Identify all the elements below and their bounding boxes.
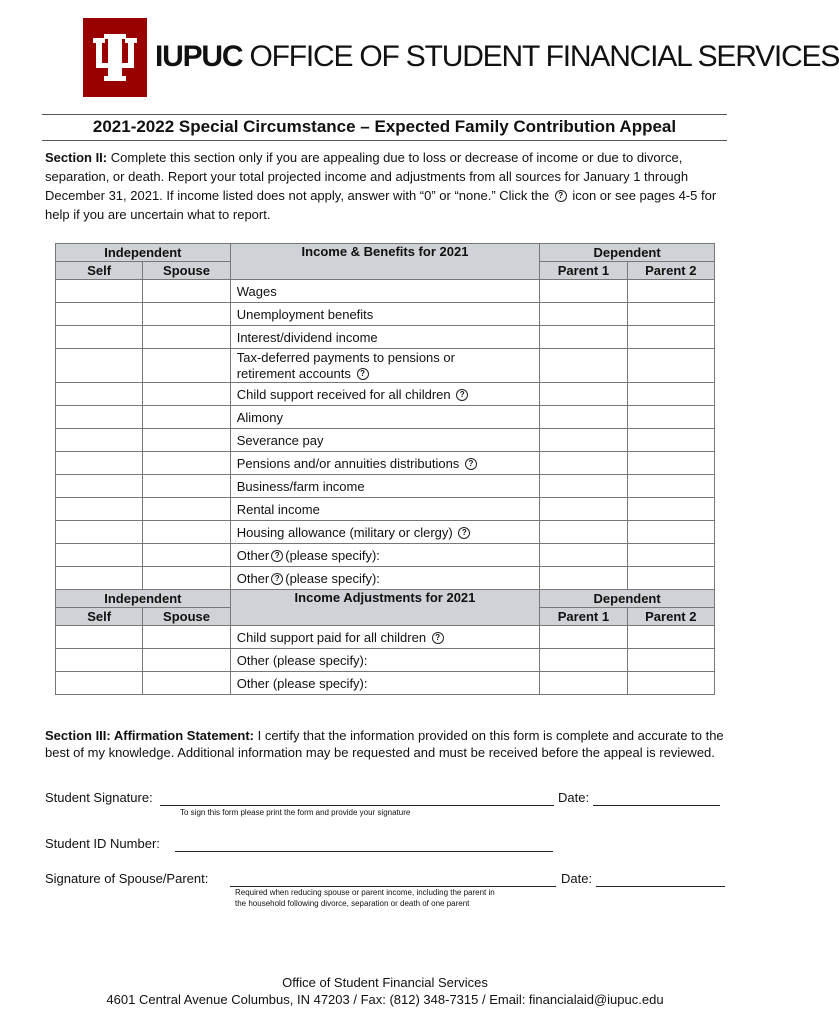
parent1-input[interactable] [540,383,627,406]
help-icon[interactable]: ? [357,368,369,380]
help-icon[interactable]: ? [432,632,444,644]
spouse-input[interactable] [143,280,230,303]
spouse-signature-label: Signature of Spouse/Parent: [45,871,209,886]
parent1-input[interactable] [540,567,627,590]
row-label: Rental income [230,498,540,521]
table-row [56,521,715,544]
title-rule-top [42,114,727,115]
spouse-input[interactable] [143,429,230,452]
row-label: Unemployment benefits [230,303,540,326]
parent2-input[interactable] [627,567,714,590]
dependent-header: Dependent [540,590,715,608]
student-id-line[interactable] [175,851,553,852]
self-input[interactable] [56,475,143,498]
parent2-input[interactable] [627,349,714,383]
spouse-input[interactable] [143,383,230,406]
table-row [56,280,715,303]
spouse-input[interactable] [143,326,230,349]
student-date-line[interactable] [593,805,720,806]
spouse-input[interactable] [143,452,230,475]
parent1-input[interactable] [540,406,627,429]
form-title: 2021-2022 Special Circumstance – Expected Family Contribution Appeal [92,117,677,136]
self-input[interactable] [56,406,143,429]
self-input[interactable] [56,383,143,406]
parent2-input[interactable] [627,672,714,695]
parent2-input[interactable] [627,383,714,406]
table-row [56,544,715,567]
parent1-input[interactable] [540,326,627,349]
table-row [56,383,715,406]
parent2-input[interactable] [627,649,714,672]
table-row [56,429,715,452]
signature-note: To sign this form please print the form and provide your signature [180,808,411,817]
self-input[interactable] [56,672,143,695]
date-label: Date: [561,871,593,886]
table-row [56,475,715,498]
self-input[interactable] [56,303,143,326]
row-label: Child support paid for all children ? [230,626,540,649]
table-row [56,498,715,521]
parent2-input[interactable] [627,498,714,521]
title-rule-bottom [42,140,727,141]
parent2-input[interactable] [627,475,714,498]
parent2-input[interactable] [627,280,714,303]
parent1-header: Parent 1 [540,262,627,280]
row-label: Interest/dividend income [230,326,540,349]
date-label: Date: [558,790,590,805]
self-header: Self [56,608,143,626]
section-2-instructions: Section II: Complete this section only if you are appealing due to loss or decrease of income or due to divorce, separation, or death. Report your total projected income and adjustments from all sources for January 1 through December 31, 2021. If income listed does not apply, answer with “0” or “none.” Click the ? icon or see pages 4-5 for help if you are uncertain what to report. [45,150,717,222]
income-header: Income & Benefits for 2021 [230,244,540,280]
row-label: Alimony [230,406,540,429]
parent2-input[interactable] [627,521,714,544]
table-row [56,326,715,349]
spouse-input[interactable] [143,303,230,326]
parent1-input[interactable] [540,649,627,672]
spouse-input[interactable] [143,498,230,521]
help-icon[interactable]: ? [465,458,477,470]
spouse-date-line[interactable] [596,886,725,887]
spouse-input[interactable] [143,406,230,429]
spouse-input[interactable] [143,672,230,695]
parent2-input[interactable] [627,406,714,429]
row-label: Child support received for all children ? [230,383,540,406]
table-row [56,349,715,383]
table-row [56,406,715,429]
footer-office: Office of Student Financial Services [282,975,488,990]
footer-contact: 4601 Central Avenue Columbus, IN 47203 / Fax: (812) 348-7315 / Email: financialaid@iupuc.edu [106,992,664,1007]
self-input[interactable] [56,280,143,303]
help-icon[interactable]: ? [458,527,470,539]
help-icon[interactable]: ? [271,573,283,585]
parent1-input[interactable] [540,672,627,695]
self-input[interactable] [56,429,143,452]
row-label: Business/farm income [230,475,540,498]
spouse-header: Spouse [143,608,230,626]
help-icon[interactable]: ? [555,190,567,202]
row-label: Tax-deferred payments to pensions or retirement accounts ? [230,349,540,383]
parent2-input[interactable] [627,626,714,649]
office-title: IUPUC OFFICE OF STUDENT FINANCIAL SERVICES [155,40,839,73]
self-input[interactable] [56,544,143,567]
table-row [56,672,715,695]
trident-icon [83,18,147,97]
parent2-input[interactable] [627,429,714,452]
row-label: Other ? (please specify): [230,567,540,590]
row-label: Other (please specify): [230,649,540,672]
spouse-note: Required when reducing spouse or parent income, including the parent in the household following divorce, separation or death of one parent [235,888,495,908]
self-input[interactable] [56,521,143,544]
table-row [56,567,715,590]
parent2-input[interactable] [627,303,714,326]
independent-header: Independent [56,244,231,262]
self-input[interactable] [56,452,143,475]
row-label: Pensions and/or annuities distributions ? [230,452,540,475]
income-table [55,243,715,695]
row-label: Housing allowance (military or clergy) ? [230,521,540,544]
spouse-input[interactable] [143,349,230,383]
spouse-header: Spouse [143,262,230,280]
parent1-header: Parent 1 [540,608,627,626]
dependent-header: Dependent [540,244,715,262]
self-header: Self [56,262,143,280]
student-id-label: Student ID Number: [45,836,160,851]
self-input[interactable] [56,498,143,521]
footer [0,974,770,1008]
parent2-input[interactable] [627,544,714,567]
spouse-input[interactable] [143,475,230,498]
parent1-input[interactable] [540,280,627,303]
parent2-header: Parent 2 [627,608,714,626]
parent1-input[interactable] [540,429,627,452]
help-icon[interactable]: ? [456,389,468,401]
parent1-input[interactable] [540,521,627,544]
spouse-input[interactable] [143,521,230,544]
parent2-header: Parent 2 [627,262,714,280]
parent2-input[interactable] [627,452,714,475]
table-row [56,452,715,475]
table-row [56,626,715,649]
independent-header: Independent [56,590,231,608]
student-signature-label: Student Signature: [45,790,153,805]
self-input[interactable] [56,626,143,649]
parent1-input[interactable] [540,452,627,475]
spouse-input[interactable] [143,626,230,649]
student-signature-line[interactable] [160,805,554,806]
row-label: Severance pay [230,429,540,452]
parent2-input[interactable] [627,326,714,349]
parent1-input[interactable] [540,475,627,498]
table-row [56,303,715,326]
spouse-input[interactable] [143,567,230,590]
parent1-input[interactable] [540,498,627,521]
parent1-input[interactable] [540,626,627,649]
parent1-input[interactable] [540,544,627,567]
row-label: Other (please specify): [230,672,540,695]
help-icon[interactable]: ? [271,550,283,562]
row-label: Other ? (please specify): [230,544,540,567]
self-input[interactable] [56,567,143,590]
iu-trident-logo [83,18,147,97]
row-label: Wages [230,280,540,303]
spouse-input[interactable] [143,544,230,567]
self-input[interactable] [56,326,143,349]
adjustments-header: Income Adjustments for 2021 [230,590,540,626]
parent1-input[interactable] [540,349,627,383]
table-row [56,649,715,672]
parent1-input[interactable] [540,303,627,326]
spouse-input[interactable] [143,649,230,672]
self-input[interactable] [56,349,143,383]
affirmation-statement: Section III: Affirmation Statement: I certify that the information provided on this form is complete and accurate to the best of my knowledge. Additional information may be requested and must be received before the appeal is reviewed. [45,728,724,760]
self-input[interactable] [56,649,143,672]
